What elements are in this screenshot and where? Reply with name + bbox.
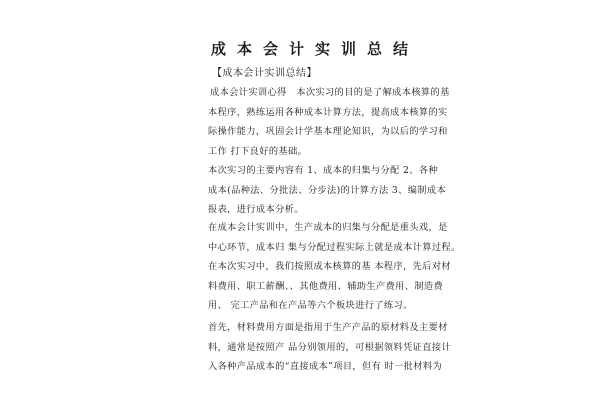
paragraph-line: 工作 打下良好的基础。 bbox=[208, 145, 308, 157]
paragraph-line: 入各种产品成本的“直接成本”项目，但有 时一批材料为 bbox=[208, 361, 443, 372]
paragraph-line: 本次实习的主要内容有 1、成本的归集与分配 2、各种 bbox=[208, 165, 439, 176]
paragraph-1 bbox=[208, 83, 450, 161]
paragraph-line: 成本(品种法、分批法、分步法)的计算方法 3、编制成本 bbox=[208, 184, 447, 196]
paragraph-line: 用、 完工产品和在产品等六个板块进行了练习。 bbox=[208, 300, 413, 311]
paragraph-line: 首先，材料费用方面是指用于生产产品的原材料及主要材 bbox=[208, 322, 448, 333]
paragraph-line: 报表，进行成本分析。 bbox=[208, 204, 304, 215]
paragraph-line: 在成本会计实训中，生产成本的归集与分配是重头戏，是 bbox=[208, 222, 448, 233]
paragraph-2 bbox=[208, 161, 447, 220]
document-title: 成本会计实训总结 bbox=[210, 40, 419, 58]
paragraph-line: 中心环节，成本归 集与分配过程实际上就是成本计算过程。 bbox=[208, 241, 461, 253]
paragraph-line: 际操作能力，巩固会计学基本理论知识，为以后的学习和 bbox=[208, 126, 448, 137]
paragraph-line: 在本次实习中，我们按照成本核算的基 本程序，先后对材 bbox=[208, 261, 452, 272]
paragraph-line: 料费用、职工薪酬、、其他费用、辅助生产费用、制造费 bbox=[208, 280, 444, 292]
paragraph-3 bbox=[208, 218, 461, 316]
paragraph-line: 本程序，熟练运用各种成本计算方法，提高成本核算的实 bbox=[208, 106, 448, 118]
paragraph-4 bbox=[208, 318, 452, 377]
document-subtitle: 【成本会计实训总结】 bbox=[212, 68, 317, 79]
paragraph-line: 料，通常是按照产 品分别领用的，可根据领料凭证直接计 bbox=[208, 341, 452, 353]
paragraph-line: 成本会计实训心得 本次实习的目的是了解成本核算的基 bbox=[210, 87, 450, 98]
